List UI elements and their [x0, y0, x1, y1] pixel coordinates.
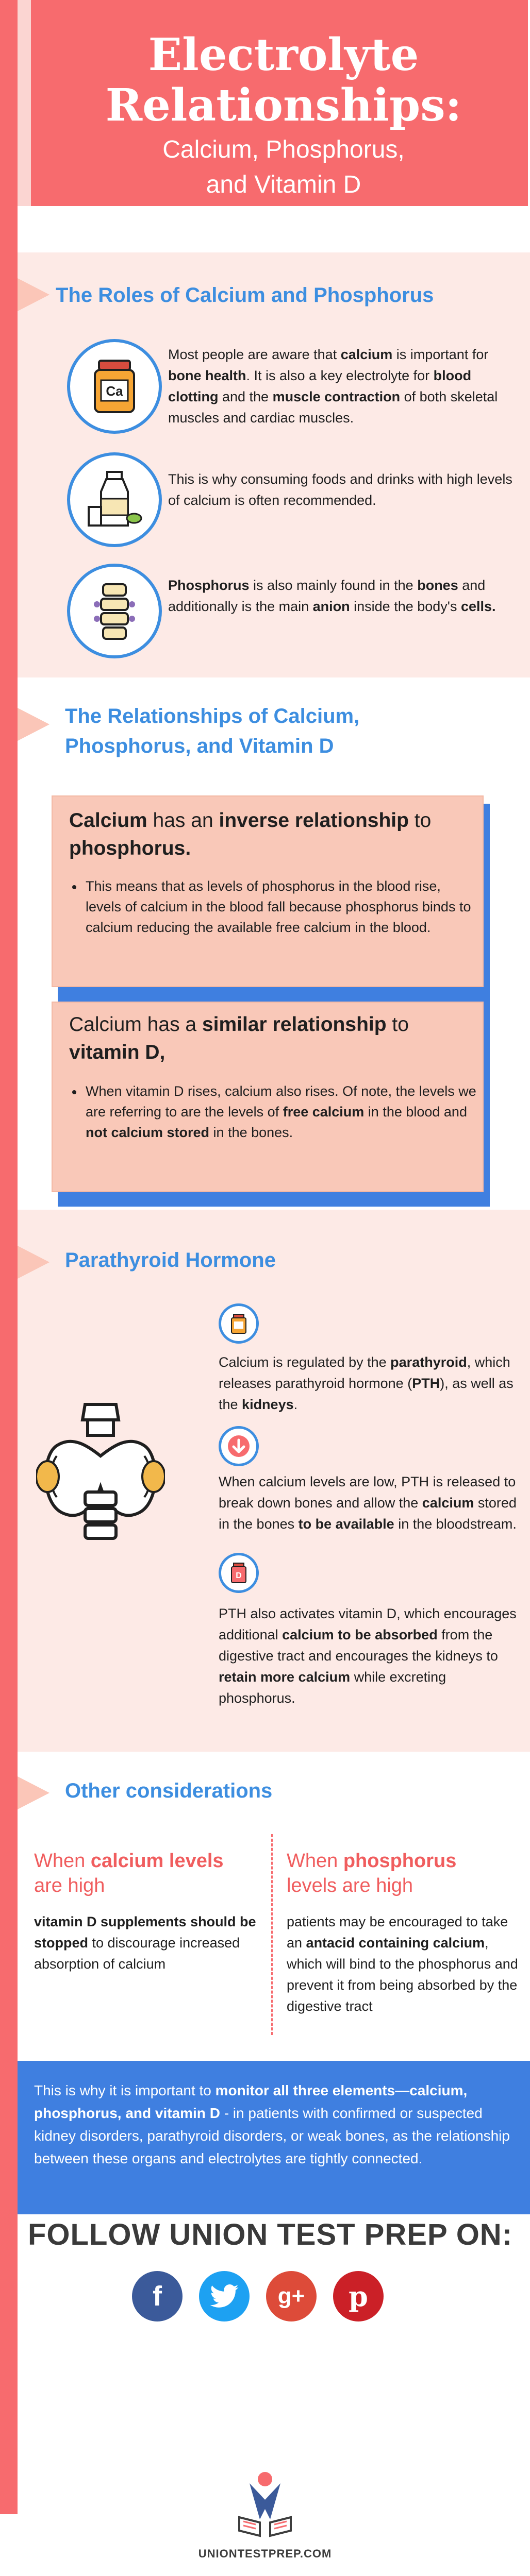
roles-text-3: Phosphorus is also mainly found in the bones and additionally is the main anion inside the body's cells. [168, 578, 496, 614]
subtitle-line-2: and Vitamin D [206, 171, 361, 198]
union-test-prep-logo [229, 2468, 301, 2540]
box1-title: Calcium has an inverse relationship to phosphorus. [69, 809, 432, 859]
subtitle-line-1: Calcium, Phosphorus, [162, 136, 405, 163]
bullet-dot [72, 885, 76, 889]
pth-title: Parathyroid Hormone [65, 1249, 276, 1272]
header-accent-bar [18, 0, 31, 206]
twitter-icon[interactable] [199, 2271, 250, 2321]
box2-text: When vitamin D rises, calcium also rises. Of note, the levels we are referring to are the levels of free calcium in the blood and not calcium stored in the bones. [86, 1083, 476, 1140]
phosphorus-high-text: patients may be encouraged to take an antacid containing calcium, which will bind to the phosphorus and prevent it from being absorbed by the digestive tract [287, 1914, 518, 2014]
roles-title: The Roles of Calcium and Phosphorus [56, 284, 434, 307]
other-title: Other considerations [65, 1780, 273, 1802]
phosphorus-high-heading: When phosphorus levels are high [287, 1850, 457, 1896]
column-divider [271, 1834, 273, 2035]
down-arrow-icon [219, 1426, 259, 1466]
spine-bones-icon [67, 564, 162, 658]
calcium-supplement-bottle-icon [67, 339, 162, 434]
milk-glass-icon [67, 452, 162, 547]
vitamin-d-bottle-icon [219, 1553, 259, 1593]
follow-title: FOLLOW UNION TEST PREP ON: [27, 2218, 513, 2251]
pth-text-1: Calcium is regulated by the parathyroid, which releases parathyroid hormone (PTH), as well as the kidneys. [219, 1354, 514, 1412]
site-url[interactable]: UNIONTESTPREP.COM [198, 2547, 332, 2560]
pth-text-3: PTH also activates vitamin D, which encourages additional calcium to be absorbed from the digestive tract and encourages the kidneys to retain more calcium while excreting phosphorus. [219, 1606, 517, 1706]
pth-text-2: When calcium levels are low, PTH is released to break down bones and allow the calcium stored in the bones to be available in the bloodstream. [219, 1474, 517, 1532]
title-line-2: Relationships: [105, 79, 462, 131]
svg-text:D: D [236, 1571, 242, 1580]
section-arrow [18, 708, 49, 741]
calcium-high-heading: When calcium levels are high [34, 1850, 224, 1896]
section-arrow [18, 278, 49, 311]
facebook-icon[interactable]: f [132, 2271, 183, 2321]
box2-title: Calcium has a similar relationship to vitamin D, [69, 1013, 409, 1063]
roles-text-2: This is why consuming foods and drinks with high levels of calcium is often recommended. [168, 471, 512, 508]
roles-text-1: Most people are aware that calcium is important for bone health. It is also a key electrolyte for blood clotting and the muscle contraction of both skeletal muscles and cardiac muscles. [168, 347, 498, 426]
parathyroid-gland-icon [36, 1399, 165, 1549]
svg-text:Ca: Ca [106, 383, 123, 399]
relationships-title-1: The Relationships of Calcium, [65, 705, 360, 727]
bullet-dot [72, 1090, 76, 1094]
left-stripe [0, 0, 18, 2514]
title-line-1: Electrolyte [148, 29, 419, 81]
calcium-high-text: vitamin D supplements should be stopped to discourage increased absorption of calcium [34, 1914, 256, 1972]
summary-text: This is why it is important to monitor all three elements—calcium, phosphorus, and vitamin D - in patients with confirmed or suspected kidney disorders, parathyroid disorders, or weak bones, as the relationship between these organs and electrolytes are tightly connected. [34, 2082, 510, 2166]
google-plus-icon[interactable]: g+ [266, 2271, 317, 2321]
box1-text: This means that as levels of phosphorus in the blood rise, levels of calcium in the blood fall because phosphorus binds to calcium reducing the available free calcium in the blood. [86, 878, 471, 935]
relationships-title-2: Phosphorus, and Vitamin D [65, 735, 334, 757]
calcium-supplement-icon [219, 1303, 259, 1344]
section-arrow [18, 1776, 49, 1809]
pinterest-icon[interactable]: p [333, 2271, 384, 2321]
section-arrow [18, 1246, 49, 1279]
